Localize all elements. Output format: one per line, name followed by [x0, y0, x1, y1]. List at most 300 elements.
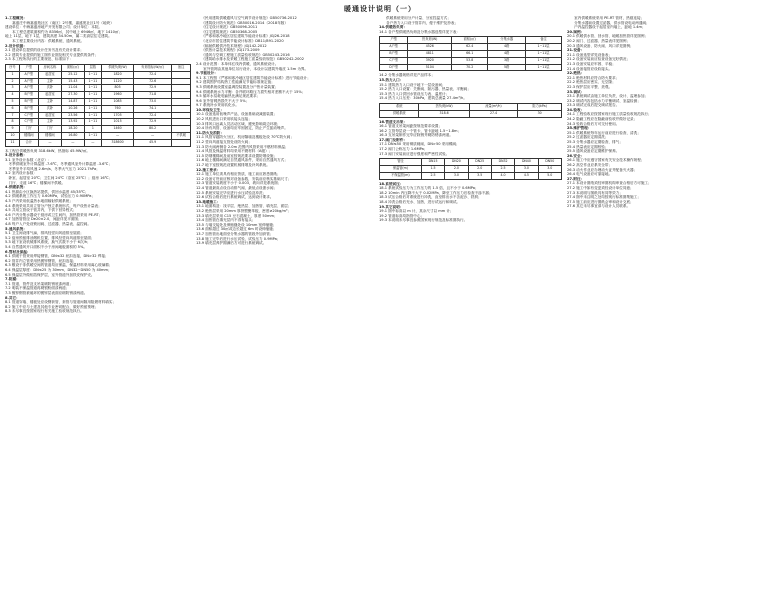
- table-header-cell: 管径: [380, 159, 422, 166]
- table-cell: 3920: [408, 57, 452, 64]
- section-heading: 7.防腐：: [5, 277, 20, 282]
- table-cell: 1~11: [84, 119, 102, 126]
- col1-lines2: [5, 149, 191, 314]
- table-cell: 1085: [102, 98, 134, 105]
- support-spacing-table-body: [380, 166, 562, 180]
- table-header-cell: 热负荷(W): [408, 37, 452, 44]
- table-cell: 13.92: [62, 119, 84, 126]
- text-line: 15.2 热力入口设置：关断阀、除污器、热量表、平衡阀；: [379, 87, 471, 92]
- table-row: [380, 172, 562, 179]
- table-cell: C户型: [19, 119, 38, 126]
- text-line: 12.4 管道最高点设自动排气阀，最低点设泄水阀；: [196, 185, 278, 190]
- col3-lines3: [379, 120, 562, 157]
- table-cell: 5.0: [538, 172, 561, 179]
- table-cell: 15.43: [62, 78, 84, 85]
- text-line: 24.2 隐蔽工程应在隐蔽前验收并做好记录；: [567, 117, 638, 122]
- table-cell: 30: [518, 110, 562, 117]
- table-header-row: [6, 64, 191, 71]
- table-row: [6, 78, 191, 85]
- text-line: 冬季供暖室外计算温度 -7.6℃，冬季通风室外计算温度 -3.6℃；: [5, 162, 113, 167]
- col3-lines2: [379, 73, 562, 101]
- table-header-row: [380, 159, 562, 166]
- section-heading: 27.附注：: [567, 176, 585, 181]
- text-line: 13.1 地面构造：找平层、绝热层、加热管、填充层、面层；: [196, 204, 292, 209]
- text-line: 13.6 面积超过 30㎡或边长超过 6m 时设伸缩缝；: [196, 227, 277, 232]
- table-cell: [172, 98, 191, 105]
- text-line: 25.1 供暖系统每年运行前应进行检查、清洗；: [567, 130, 641, 135]
- table-header-cell: DN40: [515, 159, 538, 166]
- entry-table-body: [380, 110, 562, 117]
- table-row: [380, 110, 562, 117]
- text-line: 11.6 地上楼梯间满足自然通风条件，采用自然通风方式；: [196, 158, 288, 163]
- unit-load-table-head: [380, 37, 562, 44]
- section-heading: 11.防火及消防：: [196, 130, 224, 135]
- unit-load-table-body: [380, 44, 562, 71]
- table-header-cell: DN15: [421, 159, 444, 166]
- table-cell: 72.9: [134, 85, 172, 92]
- table-cell: [172, 105, 191, 112]
- table-cell: 1~11: [84, 92, 102, 99]
- text-line: 15.4 热力入口压差：30kPa，建筑总流量 27.4m³/h。: [379, 96, 467, 101]
- text-line: 27.2 施工中如有变更须经设计单位同意；: [567, 185, 634, 190]
- text-line: 26.3 动火作业应办理动火证并配备灭火器；: [567, 167, 638, 172]
- text-line: 4.2 供暖系统工作压力 0.60MPa，试验压力 0.90MPa；: [5, 194, 96, 199]
- table-cell: 1~11: [84, 78, 102, 85]
- table-cell: 4路: [488, 44, 526, 51]
- table-cell: B户型: [19, 92, 38, 99]
- table-row: [380, 50, 562, 57]
- table-cell: 1~11: [84, 105, 102, 112]
- text-line: 21.4 设备接管应设软接头。: [567, 66, 613, 71]
- text-line: 建设单位：中海嘉盛房地产开发有限公司；设计单位：本院。: [5, 25, 103, 30]
- table-cell: 1705: [102, 112, 134, 119]
- table-cell: 1960: [102, 92, 134, 99]
- table-cell: 805: [102, 85, 134, 92]
- table-header-cell: 房间名称: [38, 64, 61, 71]
- text-line: 本工程总建筑面积约为 8356㎡，其中地上 6946㎡，地下 1410㎡；: [5, 29, 123, 34]
- text-line: 4.8 每户入户处设锁闭阀、过滤器、热量表、温控阀。: [5, 222, 91, 226]
- section-heading: 5.通风系统：: [5, 226, 27, 231]
- table-cell: 760: [102, 105, 134, 112]
- text-line: 12.2 设备订货前应核对设备参数，安装前应核实基础尺寸；: [196, 176, 292, 181]
- text-line: 4.1 热源由小区换热站提供，供回水温度 45/35℃；: [5, 189, 89, 194]
- table-header-row: [380, 103, 562, 110]
- text-line: 11.4 风管及保温材料均采用不燃材料（A级）；: [196, 149, 273, 154]
- table-cell: 1: [6, 71, 20, 78]
- table-cell: 1.5: [421, 166, 444, 173]
- text-line: 《供热计量技术规程》JGJ173-2009: [196, 48, 260, 53]
- text-line: 《辐射供暖供冷技术规程》JGJ142-2012: [196, 43, 267, 48]
- table-row: [6, 92, 191, 99]
- table-cell: 3.0: [515, 166, 538, 173]
- text-line: 27.3 本说明与图纸具有同等效力；: [567, 190, 623, 195]
- table-cell: D户型: [380, 64, 408, 71]
- table-cell: 27.30: [62, 92, 84, 99]
- text-line: 15.3 热力入口供回水管设压力表、温度计；: [379, 91, 450, 96]
- text-line: 冬季室外平均风速 2.6m/s，冬季大气压力 1021.7hPa；: [5, 166, 100, 171]
- section-heading: 25.维护管理：: [567, 126, 592, 131]
- table-cell: 70.2: [452, 64, 488, 71]
- table-cell: 5104: [408, 64, 452, 71]
- table-cell: 11.04: [62, 85, 84, 92]
- text-line: 13.8 施工完毕后进行水压试验，试验压力 0.9MPa；: [196, 236, 281, 241]
- text-line: 3.1 室外设计参数（北京）：: [5, 157, 52, 162]
- text-line: 10.1 设备选用低噪声产品，设备基础设减振装置；: [196, 112, 278, 117]
- text-line: 2.1 建设单位提供的设计任务书及有关设计要求；: [5, 48, 84, 53]
- table-cell: 53.8: [452, 57, 488, 64]
- entry-table-head: [380, 103, 562, 110]
- text-line: 23.3 调试完成后提交调试报告。: [567, 103, 620, 108]
- table-header-cell: 备注: [172, 64, 191, 71]
- table-row: [6, 119, 191, 126]
- table-cell: 1120: [102, 78, 134, 85]
- section-heading: 21.设备：: [567, 48, 585, 53]
- section-heading: 15.热力入口：: [379, 77, 404, 82]
- section-heading: 10.环保及卫生：: [196, 107, 224, 112]
- text-line: 13.9 填充层养护期满后方可进行系统调试。: [196, 241, 267, 246]
- table-header-cell: DN20: [445, 159, 468, 166]
- table-cell: [172, 112, 191, 119]
- text-line: 9.3 供暖系统设置室温调控装置及分户热计量装置；: [196, 84, 279, 89]
- text-line: 17.2 阀门公称压力 1.6MPa；: [379, 147, 428, 152]
- text-line: 26.4 电气设备应可靠接地。: [567, 172, 613, 177]
- table-cell: 保温管(m): [380, 166, 422, 173]
- text-line: 13.2 绝热层采用 20mm 厚挤塑聚苯板，密度≥20kg/m³；: [196, 208, 292, 213]
- text-line: 15.1 建筑热力入口设于地下一层设备间；: [379, 82, 446, 87]
- table-header-cell: 供暖负荷(W): [102, 64, 134, 71]
- text-line: 《住宅建筑规范》GB50368-2005: [196, 29, 258, 34]
- table-cell: 72.9: [134, 119, 172, 126]
- text-line: 18.3 试压合格后对系统进行冲洗，直至排出水不含泥沙、铁屑；: [379, 195, 482, 200]
- table-cell: —: [134, 132, 172, 139]
- text-line: 24.3 验收合格后方可交付使用。: [567, 121, 620, 126]
- table-cell: 11: [6, 139, 20, 146]
- text-line: 本工程总供暖热负荷 318.6kW，热指标 45.9W/㎡。: [5, 148, 90, 153]
- text-line: 11.1 风管穿越防火分区、机房隔墙及楼板处设 70℃防火阀；: [196, 135, 294, 140]
- text-line: 13.3 填充层采用 C15 豆石混凝土，厚度 50mm；: [196, 213, 278, 218]
- text-line: 4.7 加热管管径 De20×2.0，间距详见平面图；: [5, 217, 82, 222]
- table-cell: 1820: [102, 71, 134, 78]
- table-cell: 1~11层: [526, 50, 562, 57]
- section-heading: 12.施工要求：: [196, 167, 221, 172]
- table-cell: 1~11层: [526, 57, 562, 64]
- table-header-row: [380, 37, 562, 44]
- table-cell: —: [84, 139, 102, 146]
- table-cell: 73.0: [134, 98, 172, 105]
- column-2: [196, 16, 374, 589]
- text-line: 19.2 管道标高均指管中心；: [379, 213, 425, 218]
- text-line: 11.2 竖向风道接支管处设防火阀；: [196, 140, 252, 145]
- table-row: [380, 166, 562, 173]
- table-header-cell: 阻力(kPa): [518, 103, 562, 110]
- table-row: [6, 98, 191, 105]
- table-cell: 主卧: [38, 98, 61, 105]
- section-heading: 13.地暖施工：: [196, 199, 221, 204]
- text-line: 5.4 自然通风开口面积不小于房间地板面积的 5%。: [5, 244, 87, 249]
- text-line: 14.2 分集水器规格详见产品样本；: [379, 73, 435, 78]
- text-line: 《建筑给水排水及采暖工程施工质量验收规范》GB50242-2002: [196, 57, 304, 62]
- table-cell: 16.80: [62, 132, 84, 139]
- table-cell: 7: [6, 112, 20, 119]
- text-line: 6.2 管井内立管采用热镀锌钢管，丝扣连接；: [5, 258, 77, 263]
- text-line: 地上 11层，地下 1层，建筑高度 34.50m，属二类高层住宅建筑。: [5, 34, 112, 39]
- table-cell: 72.6: [134, 78, 172, 85]
- text-line: 6.1 供暖干管采用焊接钢管，DN≤32 丝扣连接，DN>32 焊接；: [5, 254, 109, 259]
- table-cell: 起居室: [38, 71, 61, 78]
- table-cell: 14.87: [62, 98, 84, 105]
- table-row: [6, 112, 191, 119]
- table-cell: 4: [6, 92, 20, 99]
- text-line: 《民用建筑供暖通风与空气调节设计规范》GB50736-2012: [196, 16, 297, 20]
- table-cell: [172, 92, 191, 99]
- text-line: 3.2 室内设计参数：: [5, 171, 38, 176]
- text-line: 4.6 户内分集水器设于厨房或卫生间内，加热管采用 PE-RT；: [5, 212, 103, 217]
- table-cell: —: [62, 139, 84, 146]
- text-line: 分集水器前设置过滤器，供水管设电动两通阀；: [567, 20, 650, 25]
- table-cell: 80.2: [134, 126, 172, 133]
- text-line: 27.6 其它未尽事宜请与设计人员联系。: [567, 204, 631, 209]
- table-cell: 1015: [102, 119, 134, 126]
- table-row: [6, 132, 191, 139]
- table-cell: 23.56: [62, 112, 84, 119]
- text-line: 10.2 风机进出口采用软接头连接；: [196, 117, 252, 122]
- text-line: 11.3 防火阀两侧各 2.0m 范围内风管采用不燃材料保温；: [196, 144, 289, 149]
- section-heading: 1.工程概况：: [5, 16, 27, 20]
- text-line: 27.4 图中未注明之处均按现行标准图集施工；: [567, 195, 641, 200]
- text-line: 《北京市居住建筑节能设计标准》DB11/891-2020: [196, 38, 284, 43]
- table-header-cell: DN50: [538, 159, 561, 166]
- text-line: 《通风与空调工程施工质量验收规范》GB50243-2016: [196, 52, 290, 57]
- table-cell: 1~11: [84, 132, 102, 139]
- table-cell: 1~11: [84, 85, 102, 92]
- text-line: 11.7 地下室按规范设置机械排烟及补风系统。: [196, 163, 270, 167]
- table-cell: 门厅: [38, 126, 61, 133]
- text-line: 26.1 施工中应遵守国家有关安全技术操作规程；: [567, 158, 645, 163]
- table-cell: [172, 126, 191, 133]
- table-cell: 71.8: [134, 92, 172, 99]
- table-header-cell: DN32: [491, 159, 514, 166]
- section-heading: 26.安全：: [567, 153, 585, 158]
- table-cell: 门厅: [19, 126, 38, 133]
- section-heading: 20.图例：: [567, 29, 585, 34]
- table-header-cell: 系统: [380, 103, 419, 110]
- text-line: 室内供暖系统采用 PE-RT 管材，热熔连接；: [567, 16, 645, 20]
- table-cell: 2.5: [491, 166, 514, 173]
- table-cell: —: [102, 132, 134, 139]
- col4-lines: [567, 16, 755, 209]
- table-cell: 66.1: [452, 50, 488, 57]
- table-cell: 3路: [488, 57, 526, 64]
- table-cell: 1~11层: [526, 44, 562, 51]
- text-line: 23.2 调试内容包括水力平衡调试、室温检测；: [567, 98, 641, 103]
- table-header-cell: 面积(㎡): [62, 64, 84, 71]
- text-line: 13.4 加热管在填充层内不得有接头；: [196, 218, 256, 223]
- column-3: [379, 16, 562, 589]
- table-cell: 1~11: [84, 112, 102, 119]
- table-cell: 1: [84, 126, 102, 133]
- text-line: 22.3 保护层应平整、美观。: [567, 84, 613, 89]
- text-line: 19.1 图中标高以 m 计，其余尺寸以 mm 计；: [379, 209, 454, 214]
- text-line: 《住宅设计规范》GB50096-2011: [196, 25, 258, 30]
- text-line: 27.5 施工前应进行图纸会审和设计交底；: [567, 199, 634, 204]
- text-line: 22.1 绝热材料应符合防火要求；: [567, 75, 620, 80]
- section-heading: 24.验收：: [567, 107, 585, 112]
- column-1: [5, 16, 191, 589]
- text-line: 10.4 所有风管、设备均应牢固固定，防止产生振动噪声。: [196, 126, 288, 131]
- table-header-cell: 层数: [84, 64, 102, 71]
- table-cell: 25.12: [62, 71, 84, 78]
- text-line: 14.1 各户型供暖热负荷及分集水器选型详见下表：: [379, 29, 461, 34]
- table-header-cell: 流量(m³/h): [469, 103, 517, 110]
- text-line: 9.1 本工程按《严寒和寒冷地区居住建筑节能设计标准》进行节能设计；: [196, 75, 311, 80]
- table-cell: 9: [6, 126, 20, 133]
- section-heading: 3.设计参数：: [5, 153, 27, 158]
- section-heading: 23.调试：: [567, 89, 585, 94]
- text-line: 21.1 设备选型详见设备表；: [567, 52, 613, 57]
- table-cell: 起居室: [38, 112, 61, 119]
- text-line: 本工程主要设计内容：供暖系统、通风系统。: [5, 38, 85, 43]
- text-line: 嘉盛庄中海嘉盛苑社区（南区）2号楼，嘉盛苑社区1号（地块）: [5, 20, 114, 25]
- table-cell: B户型: [19, 105, 38, 112]
- table-cell: 1~11: [84, 71, 102, 78]
- table-cell: 27.4: [469, 110, 517, 117]
- table-cell: 主卧: [38, 78, 61, 85]
- table-cell: 2.0: [445, 166, 468, 173]
- table-header-cell: 面积(㎡): [452, 37, 488, 44]
- text-line: 9.5 循环水泵耗电输热比满足规范要求；: [196, 94, 261, 99]
- text-line: 9.6 室外管网热损失不大于 5%；: [196, 98, 250, 103]
- text-line: 25.3 分集水器应定期检查、排气；: [567, 140, 623, 145]
- text-line: 9.4 供暖系统水力平衡：各并联环路压力损失相对差额不大于 15%；: [196, 89, 306, 94]
- table-cell: C户型: [19, 112, 38, 119]
- table-cell: 6: [6, 105, 20, 112]
- table-cell: A户型: [19, 85, 38, 92]
- table-cell: 3.0: [445, 172, 468, 179]
- table-header-cell: 负荷指标(W/㎡): [134, 64, 172, 71]
- table-header-cell: 户型: [380, 37, 408, 44]
- table-cell: 45.9: [134, 139, 172, 146]
- text-line: 20.2 阀门、过滤器、热量表详见图例；: [567, 38, 631, 43]
- text-line: 22.2 绝热层应密实、无空隙；: [567, 80, 616, 85]
- table-cell: 次卧: [38, 85, 61, 92]
- table-cell: 2.0: [468, 166, 491, 173]
- table-header-cell: DN25: [468, 159, 491, 166]
- section-heading: 16.管道支吊架：: [379, 119, 407, 124]
- column-4: [567, 16, 755, 589]
- text-line: 8.2 施工中应与土建及其他专业密切配合，做好预留预埋；: [5, 304, 99, 309]
- heating-load-table-head: [6, 64, 191, 71]
- col3-lines4: [379, 182, 562, 223]
- section-heading: 2.设计依据：: [5, 43, 27, 48]
- text-line: 12.6 试验合格后进行系统调试，达到设计要求。: [196, 195, 274, 200]
- text-line: 16.3 支吊架制作完毕应除锈并刷防锈漆两道。: [379, 133, 453, 138]
- table-cell: 8: [6, 119, 20, 126]
- text-line: 5.1 卫生间设排气扇，排风经竖向风道排至屋面；: [5, 231, 84, 236]
- col1-lines: [5, 16, 191, 62]
- text-line: 2.2 建筑专业提供的施工图作业图及相关专业提供的条件；: [5, 52, 99, 57]
- table-row: [6, 126, 191, 133]
- text-line: 26.2 高空作业应系安全带；: [567, 163, 613, 167]
- text-line: 7.1 管道、管件及支吊架刷防锈底漆两道；: [5, 281, 73, 286]
- table-row: [380, 44, 562, 51]
- text-line: 24.1 工程验收应按国家现行施工质量验收规范执行；: [567, 112, 652, 117]
- table-row: [6, 71, 191, 78]
- text-line: 6.5 保温层外做铝箔保护层，室外管道外加铁皮保护壳。: [5, 272, 95, 277]
- text-line: 各户热力入口设于管井内，便于维护及抄表；: [379, 20, 459, 25]
- text-line: 19.3 本说明未尽事宜参照国家现行规范及标准图执行。: [379, 218, 468, 223]
- table-cell: 5: [6, 98, 20, 105]
- table-row: [6, 139, 191, 146]
- text-line: 18.4 冲洗合格后充水、加热，进行试运行和调试。: [379, 200, 461, 205]
- table-row: [380, 64, 562, 71]
- table-cell: —: [38, 139, 61, 146]
- table-cell: 4526: [408, 44, 452, 51]
- text-line: 4.3 户内采用低温热水地面辐射供暖系统；: [5, 199, 73, 204]
- table-cell: 楼梯间: [19, 132, 38, 139]
- text-line: 25.2 过滤器应定期清洗；: [567, 135, 609, 140]
- text-line: 13.7 加热管出地面至分集水器的管段外加套管；: [196, 231, 274, 236]
- table-header-cell: 备注: [526, 37, 562, 44]
- table-header-cell: 分集水器: [488, 37, 526, 44]
- text-line: 17.1 DN≤50 采用铜质闸阀，DN>50 采用蝶阀；: [379, 142, 460, 147]
- table-cell: B户型: [19, 98, 38, 105]
- table-row: [6, 105, 191, 112]
- table-row: [6, 85, 191, 92]
- text-line: 《严寒和寒冷地区居住建筑节能设计标准》JGJ26-2018: [196, 34, 290, 39]
- table-cell: 不保温管(m): [380, 172, 422, 179]
- table-cell: [172, 71, 191, 78]
- table-cell: 1~11: [84, 98, 102, 105]
- table-cell: 不供暖: [172, 132, 191, 139]
- section-heading: 22.绝热：: [567, 71, 585, 76]
- table-cell: 10.26: [62, 105, 84, 112]
- text-line: 4.4 系统采用共用立管分户独立系统形式，每户设热计量表；: [5, 203, 102, 208]
- text-line: 13.5 与墙交接处及伸缩缝处设 10mm 宽伸缩缝；: [196, 222, 277, 227]
- table-cell: 74.1: [134, 105, 172, 112]
- table-cell: [172, 85, 191, 92]
- text-line: 21.2 设备安装前应检查设备完好情况；: [567, 57, 631, 62]
- text-line: 8.1 管道穿墙、楼板处应设钢套管，套管与管道间隙用阻燃材料填实；: [5, 300, 117, 305]
- text-line: 6.3 敷设于非供暖空间的管道均应保温，保温材料采用离心玻璃棉；: [5, 263, 113, 268]
- support-spacing-table-head: [380, 159, 562, 166]
- text-line: 5.2 厨房预留排油烟机位置，排风经竖向风道排至屋面；: [5, 235, 95, 240]
- text-line: 12.1 施工单位须具有相应资质，施工前应熟悉图纸；: [196, 172, 281, 177]
- page-title: 暖通设计说明（一）: [344, 4, 416, 13]
- table-header-cell: 热负荷(kW): [419, 103, 469, 110]
- text-line: 18.1 系统试验压力为工作压力的 1.5 倍，且不小于 0.6MPa；: [379, 186, 479, 191]
- section-heading: 14.供暖热负荷：: [379, 25, 407, 30]
- table-cell: 3.0: [538, 166, 561, 173]
- table-cell: [172, 139, 191, 146]
- text-line: 21.3 设备安装应牢固、平稳；: [567, 61, 616, 66]
- table-cell: B户型: [380, 50, 408, 57]
- table-cell: 1460: [102, 126, 134, 133]
- table-row: [380, 57, 562, 64]
- table-cell: 2: [6, 78, 20, 85]
- text-line: 25.5 通风设备应定期维护保养。: [567, 149, 620, 154]
- text-line: 户内温控器设于起居室内墙上，距地 1.4m；: [567, 25, 646, 30]
- text-line: 9.2 建筑围护结构热工性能满足节能标准规定值；: [196, 80, 275, 85]
- col2-lines: [196, 16, 374, 246]
- support-spacing-table: [379, 158, 562, 179]
- table-cell: 318.6: [419, 110, 469, 117]
- text-line: 门厅、走道 16℃；楼梯间不供暖。: [5, 180, 66, 185]
- table-cell: 3.5: [468, 172, 491, 179]
- table-cell: 72.4: [134, 71, 172, 78]
- entry-table: [379, 103, 562, 118]
- text-line: 4.5 共用立管设于管井内，下供下回异程式；: [5, 208, 77, 213]
- text-line: 供暖系统采用分户计量、分室控温方式；: [379, 16, 451, 20]
